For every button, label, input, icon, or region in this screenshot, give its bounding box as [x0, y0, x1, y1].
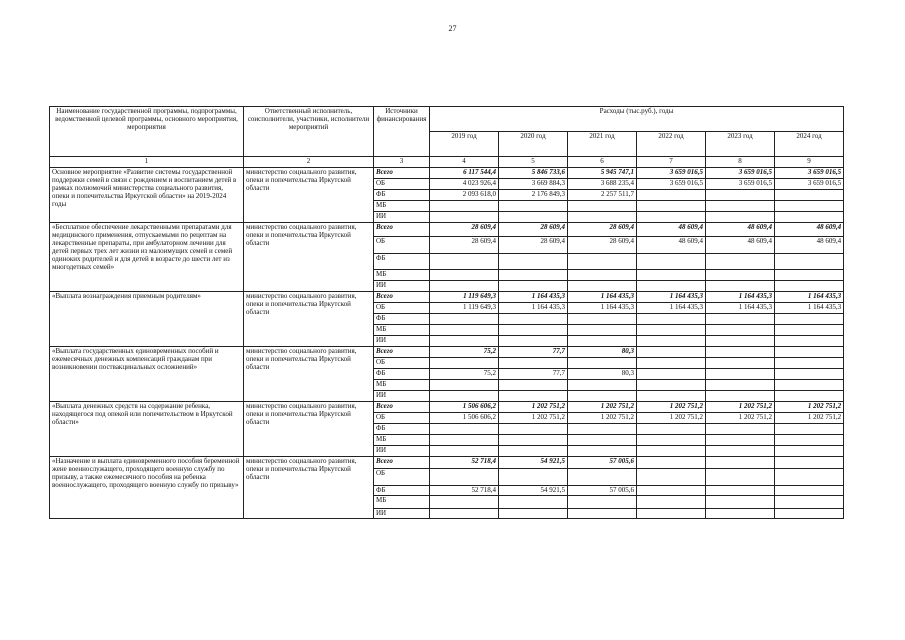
funding-source: ФБ	[374, 486, 430, 496]
expense-value	[775, 254, 844, 270]
funding-source: ОБ	[374, 303, 430, 314]
expense-value: 52 718,4	[430, 486, 499, 496]
header-year: 2023 год	[706, 132, 775, 157]
expense-value	[499, 270, 568, 281]
expense-value: 77,7	[499, 369, 568, 380]
expense-value	[430, 254, 499, 270]
funding-source: МБ	[374, 325, 430, 336]
expense-value	[637, 212, 706, 223]
expense-value: 1 202 751,2	[706, 402, 775, 413]
expense-value: 5 945 747,1	[568, 168, 637, 179]
expense-value: 48 609,4	[775, 223, 844, 237]
expense-value: 6 117 544,4	[430, 168, 499, 179]
funding-source: ОБ	[374, 358, 430, 369]
header-year: 2020 год	[499, 132, 568, 157]
measure-name: Основное мероприятие «Развитие системы государственной поддержки семей в связи с рождением и воспитанием детей в рамках полномочий министерства социального развития, опеки и попечительства Иркутской области» на 2019-2024 годы	[50, 168, 244, 223]
expense-value: 3 688 235,4	[568, 179, 637, 190]
expense-value	[568, 391, 637, 402]
expense-value: 3 659 016,5	[637, 168, 706, 179]
expense-value	[568, 270, 637, 281]
expense-value	[775, 424, 844, 435]
expense-value	[568, 336, 637, 347]
expense-value	[637, 446, 706, 457]
expense-value	[499, 469, 568, 486]
expense-value	[775, 446, 844, 457]
expense-value	[568, 469, 637, 486]
funding-source: ОБ	[374, 413, 430, 424]
expenses-table	[49, 106, 844, 519]
header-year: 2022 год	[637, 132, 706, 157]
expense-value: 80,3	[568, 347, 637, 358]
expense-value: 2 176 849,3	[499, 190, 568, 201]
expense-value	[775, 457, 844, 469]
expense-value	[568, 212, 637, 223]
expense-value	[568, 509, 637, 519]
funding-source: Всего	[374, 347, 430, 358]
expense-value	[775, 347, 844, 358]
expense-value: 1 164 435,3	[568, 292, 637, 303]
expense-value	[430, 391, 499, 402]
expense-value	[568, 380, 637, 391]
column-number: 3	[374, 157, 430, 168]
expense-value	[499, 281, 568, 292]
expense-value	[430, 435, 499, 446]
expense-value	[568, 435, 637, 446]
expense-value: 1 202 751,2	[499, 402, 568, 413]
measure-executor: министерство социального развития, опеки и попечительства Иркутской области	[244, 402, 374, 457]
column-number: 5	[499, 157, 568, 168]
expense-value	[775, 486, 844, 496]
expense-value	[637, 325, 706, 336]
expense-value: 3 669 884,3	[499, 179, 568, 190]
expense-value	[775, 509, 844, 519]
expense-value: 3 659 016,5	[706, 179, 775, 190]
expense-value	[637, 369, 706, 380]
expense-value	[637, 336, 706, 347]
expense-value	[568, 254, 637, 270]
expense-value	[430, 314, 499, 325]
funding-source: ИИ	[374, 391, 430, 402]
expense-value	[430, 212, 499, 223]
funding-source: ИИ	[374, 509, 430, 519]
expense-value	[568, 446, 637, 457]
expense-value	[775, 469, 844, 486]
funding-source: Всего	[374, 457, 430, 469]
expense-value: 1 164 435,3	[706, 303, 775, 314]
expense-value	[706, 270, 775, 281]
expense-value: 52 718,4	[430, 457, 499, 469]
funding-source: Всего	[374, 223, 430, 237]
column-number: 2	[244, 157, 374, 168]
expense-value	[430, 325, 499, 336]
expense-value	[499, 254, 568, 270]
funding-source: ОБ	[374, 237, 430, 254]
funding-source: ФБ	[374, 369, 430, 380]
table-row	[50, 223, 844, 237]
expense-value: 1 202 751,2	[637, 402, 706, 413]
expense-value	[775, 435, 844, 446]
expense-value	[706, 457, 775, 469]
funding-source: ИИ	[374, 446, 430, 457]
expense-value: 1 164 435,3	[499, 292, 568, 303]
expense-value	[637, 254, 706, 270]
expense-value	[706, 369, 775, 380]
measure-executor: министерство социального развития, опеки и попечительства Иркутской области	[244, 457, 374, 519]
expense-value	[775, 369, 844, 380]
expense-value	[706, 281, 775, 292]
expense-value	[775, 391, 844, 402]
expense-value	[430, 201, 499, 212]
expense-value: 3 659 016,5	[775, 179, 844, 190]
expense-value: 54 921,5	[499, 457, 568, 469]
table-body	[50, 168, 844, 519]
column-number: 9	[775, 157, 844, 168]
expense-value	[637, 486, 706, 496]
expense-value	[637, 347, 706, 358]
expense-value: 3 659 016,5	[637, 179, 706, 190]
expense-value	[775, 325, 844, 336]
expense-value	[637, 424, 706, 435]
funding-source: Всего	[374, 402, 430, 413]
expense-value: 1 164 435,3	[499, 303, 568, 314]
expense-value	[499, 336, 568, 347]
funding-source: МБ	[374, 201, 430, 212]
measure-executor: министерство социального развития, опеки и попечительства Иркутской области	[244, 223, 374, 292]
expense-value	[430, 380, 499, 391]
expense-value: 1 164 435,3	[637, 292, 706, 303]
funding-source: МБ	[374, 435, 430, 446]
expense-value	[568, 496, 637, 509]
expense-value	[706, 254, 775, 270]
expense-value: 1 202 751,2	[775, 402, 844, 413]
expense-value: 75,2	[430, 369, 499, 380]
expense-value	[499, 424, 568, 435]
column-number: 7	[637, 157, 706, 168]
expense-value	[637, 314, 706, 325]
expense-value	[499, 446, 568, 457]
funding-source: ОБ	[374, 179, 430, 190]
expense-value	[499, 212, 568, 223]
expense-value: 3 659 016,5	[706, 168, 775, 179]
expense-value: 48 609,4	[637, 237, 706, 254]
expense-value: 75,2	[430, 347, 499, 358]
expense-value	[706, 469, 775, 486]
column-number: 4	[430, 157, 499, 168]
expense-value: 57 005,6	[568, 457, 637, 469]
measure-executor: министерство социального развития, опеки и попечительства Иркутской области	[244, 292, 374, 347]
expense-value: 1 202 751,2	[568, 402, 637, 413]
column-number: 8	[706, 157, 775, 168]
expense-value: 1 202 751,2	[637, 413, 706, 424]
expense-value: 48 609,4	[637, 223, 706, 237]
expense-value	[568, 325, 637, 336]
expense-value	[430, 270, 499, 281]
expense-value	[430, 496, 499, 509]
expense-value: 28 609,4	[499, 223, 568, 237]
expense-value: 3 659 016,5	[775, 168, 844, 179]
expense-value: 28 609,4	[430, 237, 499, 254]
measure-executor: министерство социального развития, опеки и попечительства Иркутской области	[244, 168, 374, 223]
expense-value	[499, 314, 568, 325]
funding-source: ФБ	[374, 190, 430, 201]
expense-value: 57 005,6	[568, 486, 637, 496]
expense-value: 77,7	[499, 347, 568, 358]
expense-value	[568, 201, 637, 212]
expense-value	[637, 380, 706, 391]
expense-value: 4 023 926,4	[430, 179, 499, 190]
expense-value	[706, 424, 775, 435]
expense-value	[637, 435, 706, 446]
table-row	[50, 402, 844, 413]
expense-value: 28 609,4	[568, 237, 637, 254]
expense-value	[499, 380, 568, 391]
expense-value: 2 093 618,0	[430, 190, 499, 201]
expense-value: 1 164 435,3	[706, 292, 775, 303]
expense-value	[775, 314, 844, 325]
expense-value	[706, 486, 775, 496]
expense-value: 1 202 751,2	[568, 413, 637, 424]
expense-value: 2 257 511,7	[568, 190, 637, 201]
expense-value	[775, 336, 844, 347]
measure-name: «Выплата вознаграждения приемным родителям»	[50, 292, 244, 347]
expense-value	[637, 190, 706, 201]
funding-source: МБ	[374, 270, 430, 281]
funding-source: ОБ	[374, 469, 430, 486]
expense-value: 80,3	[568, 369, 637, 380]
expense-value: 28 609,4	[499, 237, 568, 254]
funding-source: Всего	[374, 292, 430, 303]
expense-value	[430, 509, 499, 519]
measure-name: «Назначение и выплата единовременного пособия беременной жене военнослужащего, проходящего военную службу по призыву, а также ежемесячного пособия на ребенка военнослужащего, проходящего военную службу по призыву»	[50, 457, 244, 519]
measure-name: «Выплата денежных средств на содержание ребенка, находящегося под опекой или попечительством в Иркутской области»	[50, 402, 244, 457]
expense-value	[706, 446, 775, 457]
funding-source: МБ	[374, 496, 430, 509]
expense-value	[430, 424, 499, 435]
expense-value	[637, 469, 706, 486]
expense-value	[706, 380, 775, 391]
expense-value	[568, 281, 637, 292]
funding-source: ФБ	[374, 424, 430, 435]
expense-value	[637, 281, 706, 292]
expense-value	[568, 358, 637, 369]
expense-value	[499, 325, 568, 336]
expense-value	[775, 281, 844, 292]
expense-value	[706, 336, 775, 347]
expense-value	[775, 212, 844, 223]
expense-value	[499, 496, 568, 509]
header-name-column: Наименование государственной программы, подпрограммы, ведомственной целевой программы, основного мероприятия, мероприятия	[50, 107, 244, 157]
expense-value	[430, 281, 499, 292]
expense-value	[775, 380, 844, 391]
expense-value	[706, 358, 775, 369]
expense-value	[637, 358, 706, 369]
expense-value	[637, 496, 706, 509]
expense-value	[499, 391, 568, 402]
expense-value: 1 202 751,2	[499, 413, 568, 424]
expense-value	[430, 336, 499, 347]
expense-value	[568, 424, 637, 435]
expense-value	[775, 190, 844, 201]
expense-value	[706, 496, 775, 509]
measure-name: «Выплата государственных единовременных пособий и ежемесячных денежных компенсаций гражданам при возникновении поствакцинальных осложнений»	[50, 347, 244, 402]
measure-name: «Бесплатное обеспечение лекарственными препаратами для медицинского применения, отпускаемыми по рецептам на лекарственные препараты, при амбулаторном лечении для детей первых трех лет жизни из малоимущих семей и семей одиноких родителей и для детей в возрасте до шести лет из многодетных семей»	[50, 223, 244, 292]
expense-value: 1 164 435,3	[775, 303, 844, 314]
expense-value	[706, 201, 775, 212]
expense-value: 48 609,4	[775, 237, 844, 254]
expense-value: 48 609,4	[706, 223, 775, 237]
expense-value	[706, 509, 775, 519]
funding-source: ФБ	[374, 314, 430, 325]
expense-value: 1 164 435,3	[568, 303, 637, 314]
header-year: 2019 год	[430, 132, 499, 157]
expense-value: 48 609,4	[706, 237, 775, 254]
expense-value	[775, 358, 844, 369]
expense-value: 1 119 649,3	[430, 303, 499, 314]
expense-value	[430, 446, 499, 457]
header-executor-column: Ответственный исполнитель, соисполнители, участники, исполнители мероприятий	[244, 107, 374, 157]
expense-value	[637, 201, 706, 212]
expense-value: 1 164 435,3	[637, 303, 706, 314]
page-number: 27	[448, 24, 457, 33]
header-source-column: Источники финансирования	[374, 107, 430, 157]
funding-source: ИИ	[374, 212, 430, 223]
expense-value	[499, 201, 568, 212]
header-expenses: Расходы (тыс.руб.), годы	[430, 107, 844, 132]
header-year: 2021 год	[568, 132, 637, 157]
expense-value: 1 202 751,2	[706, 413, 775, 424]
expense-value	[706, 212, 775, 223]
column-number: 6	[568, 157, 637, 168]
funding-source: МБ	[374, 380, 430, 391]
header-year: 2024 год	[775, 132, 844, 157]
table-row	[50, 347, 844, 358]
expense-value	[706, 347, 775, 358]
expense-value	[430, 358, 499, 369]
expense-value: 1 506 606,2	[430, 402, 499, 413]
funding-source: ФБ	[374, 254, 430, 270]
expense-value	[499, 509, 568, 519]
column-number: 1	[50, 157, 244, 168]
expense-value	[775, 201, 844, 212]
expense-value: 1 119 649,3	[430, 292, 499, 303]
expense-value	[706, 325, 775, 336]
table-row	[50, 292, 844, 303]
expense-value	[499, 358, 568, 369]
expense-value: 28 609,4	[430, 223, 499, 237]
expense-value	[775, 496, 844, 509]
expense-value: 5 846 733,6	[499, 168, 568, 179]
expense-value: 54 921,5	[499, 486, 568, 496]
expense-value	[637, 457, 706, 469]
expense-value: 1 506 606,2	[430, 413, 499, 424]
expense-value	[706, 314, 775, 325]
table-row	[50, 168, 844, 179]
expense-value	[706, 391, 775, 402]
expense-value	[637, 509, 706, 519]
expense-value	[775, 270, 844, 281]
expense-value: 28 609,4	[568, 223, 637, 237]
expense-value	[637, 391, 706, 402]
expense-value	[568, 314, 637, 325]
funding-source: Всего	[374, 168, 430, 179]
measure-executor: министерство социального развития, опеки и попечительства Иркутской области	[244, 347, 374, 402]
expense-value	[706, 435, 775, 446]
expense-value	[430, 469, 499, 486]
expense-value	[499, 435, 568, 446]
expense-value: 1 164 435,3	[775, 292, 844, 303]
funding-source: ИИ	[374, 336, 430, 347]
table-row	[50, 457, 844, 469]
funding-source: ИИ	[374, 281, 430, 292]
expense-value	[706, 190, 775, 201]
expense-value	[637, 270, 706, 281]
expense-value: 1 202 751,2	[775, 413, 844, 424]
